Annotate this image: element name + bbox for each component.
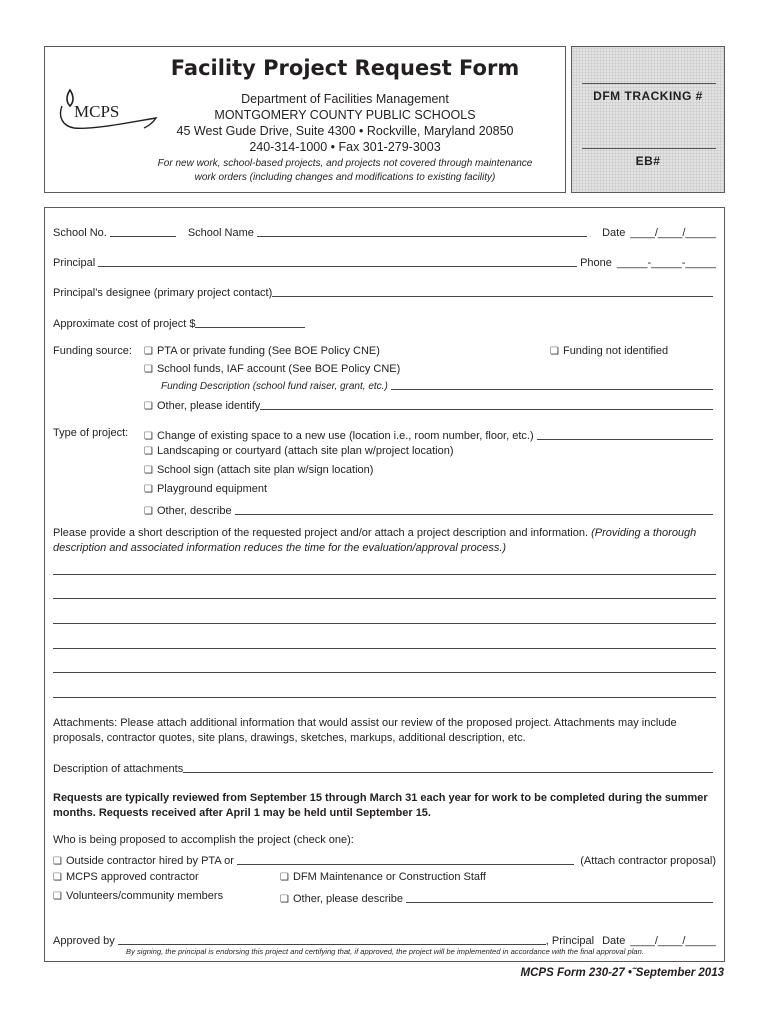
principal-field[interactable]: [98, 256, 577, 267]
project-type-label: Type of project:: [53, 427, 129, 439]
type-option-school-sign-label: School sign (attach site plan w/sign location): [156, 464, 374, 476]
dfm-tracking-label: DFM TRACKING #: [593, 89, 703, 103]
date-label: Date: [602, 227, 626, 239]
cost-row: [53, 314, 305, 330]
phone-label: Phone: [580, 257, 612, 269]
type-option-landscaping[interactable]: [144, 445, 454, 457]
school-no-field[interactable]: [110, 226, 176, 237]
who-other-field[interactable]: [406, 892, 713, 903]
who-option-volunteers[interactable]: [53, 890, 223, 902]
funding-description-label: Funding Description (school fund raiser, grant, etc.): [161, 381, 388, 392]
attachments-text: Attachments: Please attach additional information that would assist our review of the proposed project. Attachments may include proposals, contractor quotes, site plans, drawings, sketches, markups, additional description, etc.: [53, 717, 677, 744]
header-note-line2: work orders (including changes and modifications to existing facility): [194, 172, 496, 183]
designee-row: [53, 283, 716, 299]
department-name: Department of Facilities Management: [241, 92, 449, 106]
organization-name: MONTGOMERY COUNTY PUBLIC SCHOOLS: [214, 108, 476, 122]
flame-icon: [67, 90, 73, 106]
attachments-description-field[interactable]: [183, 762, 713, 773]
checkbox-icon[interactable]: ❏: [550, 346, 559, 357]
header-note-line1: For new work, school-based projects, and projects not covered through maintenance: [157, 158, 533, 169]
checkbox-icon[interactable]: ❏: [280, 894, 289, 905]
description-line[interactable]: [53, 697, 716, 698]
form-footer: MCPS Form 230-27 •˜September 2013: [520, 967, 724, 979]
eb-label: EB#: [635, 154, 661, 168]
funding-source-label: Funding source:: [53, 345, 132, 357]
type-option-landscaping-label: Landscaping or courtyard (attach site plan w/project location): [156, 445, 454, 457]
contractor-name-field[interactable]: [237, 854, 574, 865]
description-line[interactable]: [53, 574, 716, 575]
checkbox-icon[interactable]: ❏: [144, 401, 153, 412]
approved-by-label: Approved by: [53, 935, 115, 947]
form-title: Facility Project Request Form: [170, 56, 520, 80]
designee-field[interactable]: [272, 286, 713, 297]
review-note: Requests are typically reviewed from September 15 through March 31 each year for work to be completed during the summer months. Requests received after April 1 may be held until September 15.: [53, 792, 708, 819]
funding-option-not-identified-label: Funding not identified: [562, 345, 669, 357]
checkbox-icon[interactable]: ❏: [144, 346, 153, 357]
school-no-label: School No.: [53, 227, 107, 239]
type-option-playground-label: Playground equipment: [156, 483, 268, 495]
checkbox-icon[interactable]: ❏: [144, 446, 153, 457]
who-option-pta-contractor: [53, 851, 716, 867]
description-line[interactable]: [53, 598, 716, 599]
description-prompt-italic: (Providing a thorough description and associated information reduces the time for the evaluation/approval process.): [53, 527, 697, 554]
principal-row: [53, 253, 716, 269]
checkbox-icon[interactable]: ❏: [53, 856, 62, 867]
school-row: [53, 223, 716, 239]
principal-signature-label: , Principal: [545, 935, 595, 947]
description-line[interactable]: [53, 648, 716, 649]
funding-option-school-funds-label: School funds, IAF account (See BOE Policy CNE): [156, 363, 401, 375]
cost-field[interactable]: [195, 317, 305, 328]
address: 45 West Gude Drive, Suite 4300 • Rockville, Maryland 20850: [176, 124, 514, 138]
description-prompt: [53, 526, 713, 556]
who-option-mcps-contractor[interactable]: [53, 871, 199, 883]
change-space-field[interactable]: [537, 429, 713, 440]
who-option-other-label: Other, please describe: [292, 893, 404, 905]
checkbox-icon[interactable]: ❏: [144, 364, 153, 375]
checkbox-icon[interactable]: ❏: [144, 506, 153, 517]
description-prompt-text: Please provide a short description of the requested project and/or attach a project description and information.: [53, 527, 589, 539]
who-option-volunteers-label: Volunteers/community members: [65, 890, 224, 902]
funding-description-field[interactable]: [391, 379, 713, 390]
type-option-playground[interactable]: [144, 483, 267, 495]
funding-option-other: [144, 396, 716, 412]
logo-text: MCPS: [74, 102, 120, 121]
cost-label: Approximate cost of project $: [53, 318, 196, 330]
type-option-change-space: [144, 426, 716, 442]
type-other-field[interactable]: [235, 504, 713, 515]
dfm-tracking-box: [571, 46, 725, 193]
attachments-description-row: [53, 759, 716, 775]
approval-row: [53, 931, 716, 947]
signature-note: By signing, the principal is endorsing this project and certifying that, if approved, the project will be implemented in accordance with the final approval plan.: [126, 947, 644, 956]
designee-label: Principal’s designee (primary project contact): [53, 287, 273, 299]
type-option-change-space-label: Change of existing space to a new use (location i.e., room number, floor, etc.): [156, 430, 534, 442]
funding-description-row: [161, 376, 716, 392]
attach-contractor-proposal: (Attach contractor proposal): [580, 855, 716, 867]
who-option-other: [280, 889, 716, 905]
date-field[interactable]: ____/____/_____: [630, 227, 716, 239]
school-name-label: School Name: [187, 227, 254, 239]
description-line[interactable]: [53, 672, 716, 673]
phone-fax: 240-314-1000 • Fax 301-279-3003: [249, 140, 441, 154]
funding-option-pta-label: PTA or private funding (See BOE Policy CNE): [156, 345, 380, 357]
who-option-dfm-staff-label: DFM Maintenance or Construction Staff: [292, 871, 486, 883]
eb-input-line[interactable]: [582, 148, 716, 149]
funding-option-pta[interactable]: [144, 345, 380, 357]
funding-option-school-funds[interactable]: [144, 363, 400, 375]
funding-option-other-label: Other, please identify: [156, 400, 261, 412]
who-option-pta-contractor-label: Outside contractor hired by PTA or: [65, 855, 234, 867]
tracking-input-line[interactable]: [582, 83, 716, 84]
funding-option-not-identified[interactable]: [550, 345, 668, 357]
description-line[interactable]: [53, 623, 716, 624]
type-option-other: [144, 501, 716, 517]
checkbox-icon[interactable]: ❏: [144, 465, 153, 476]
type-option-other-label: Other, describe: [156, 505, 232, 517]
checkbox-icon[interactable]: ❏: [144, 431, 153, 442]
principal-label: Principal: [53, 257, 96, 269]
attachments-description-label: Description of attachments: [53, 763, 184, 775]
checkbox-icon[interactable]: ❏: [53, 891, 62, 902]
approval-date-field[interactable]: ____/____/_____: [630, 935, 716, 947]
who-option-mcps-contractor-label: MCPS approved contractor: [65, 871, 199, 883]
checkbox-icon[interactable]: ❏: [53, 872, 62, 883]
type-option-school-sign[interactable]: [144, 464, 373, 476]
who-label: Who is being proposed to accomplish the project (check one):: [53, 834, 354, 846]
checkbox-icon[interactable]: ❏: [144, 484, 153, 495]
who-option-dfm-staff[interactable]: [280, 871, 486, 883]
checkbox-icon[interactable]: ❏: [280, 872, 289, 883]
funding-other-field[interactable]: [260, 399, 713, 410]
approved-by-field[interactable]: [118, 934, 546, 945]
school-name-field[interactable]: [257, 226, 587, 237]
approval-date-label: Date: [602, 935, 626, 947]
phone-field[interactable]: _____-_____-_____: [616, 257, 716, 269]
